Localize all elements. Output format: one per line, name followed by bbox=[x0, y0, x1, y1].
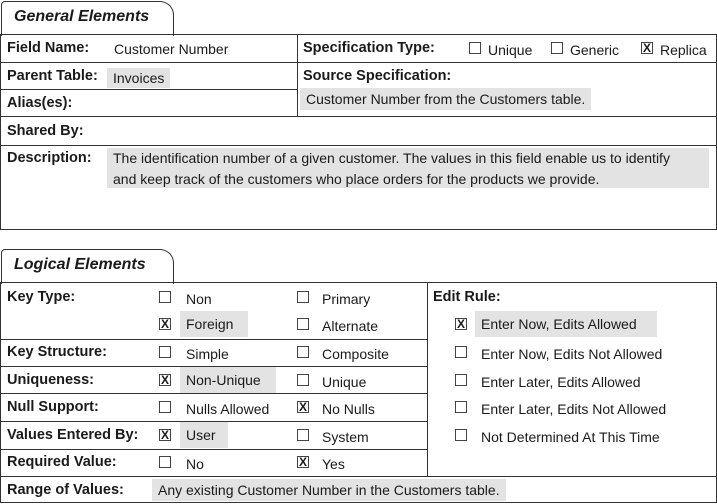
key-type-label: Key Type: bbox=[7, 289, 76, 305]
spec-type-replica-checkbox[interactable]: X bbox=[642, 41, 651, 55]
edit-rule-option-label: Enter Later, Edits Not Allowed bbox=[481, 401, 667, 417]
shared-by-label: Shared By: bbox=[7, 123, 84, 139]
required-value-label: Required Value: bbox=[7, 454, 117, 470]
key-structure-composite-checkbox[interactable] bbox=[297, 346, 309, 358]
divider bbox=[0, 476, 717, 477]
divider bbox=[0, 339, 428, 340]
spec-type-generic-checkbox[interactable] bbox=[551, 42, 563, 54]
divider bbox=[0, 116, 717, 117]
divider bbox=[0, 449, 428, 450]
values-entered-user-checkbox[interactable]: X bbox=[160, 428, 169, 442]
spec-type-generic-label: Generic bbox=[570, 42, 620, 58]
null-support-label: Null Support: bbox=[7, 399, 99, 415]
key-type-alternate-label: Alternate bbox=[322, 318, 379, 334]
key-type-foreign-checkbox[interactable]: X bbox=[160, 317, 169, 331]
logical-elements-title: Logical Elements bbox=[14, 256, 146, 273]
general-elements-tab bbox=[1, 1, 174, 36]
key-type-non-checkbox[interactable] bbox=[159, 291, 171, 303]
range-of-values-value[interactable]: Any existing Customer Number in the Customers table. bbox=[152, 479, 506, 501]
description-label: Description: bbox=[7, 150, 92, 166]
uniqueness-non-unique-checkbox[interactable]: X bbox=[160, 373, 169, 387]
spec-type-label: Specification Type: bbox=[303, 40, 435, 56]
required-value-yes-label: Yes bbox=[322, 456, 345, 472]
null-support-no-nulls-label: No Nulls bbox=[322, 401, 375, 417]
edit-rule-option-label: Enter Later, Edits Allowed bbox=[481, 374, 641, 390]
edit-rule-label: Edit Rule: bbox=[433, 289, 501, 305]
key-structure-label: Key Structure: bbox=[7, 344, 107, 360]
source-spec-value[interactable]: Customer Number from the Customers table. bbox=[300, 88, 591, 110]
required-value-no-label: No bbox=[186, 456, 204, 472]
spec-type-replica-label: Replica bbox=[660, 42, 707, 58]
divider bbox=[0, 393, 428, 394]
key-structure-composite-label: Composite bbox=[322, 346, 389, 362]
general-elements-title: General Elements bbox=[14, 8, 150, 25]
edit-rule-option-label: Enter Now, Edits Not Allowed bbox=[481, 346, 663, 362]
key-type-non-label: Non bbox=[186, 291, 212, 307]
edit-rule-option-checkbox[interactable] bbox=[455, 374, 467, 386]
uniqueness-unique-checkbox[interactable] bbox=[297, 374, 309, 386]
uniqueness-unique-label: Unique bbox=[322, 374, 367, 390]
spec-type-unique-checkbox[interactable] bbox=[469, 42, 481, 54]
required-value-yes-checkbox[interactable]: X bbox=[298, 455, 307, 469]
parent-table-value[interactable]: Invoices bbox=[107, 68, 170, 88]
logical-elements-tab bbox=[1, 249, 174, 284]
source-spec-label: Source Specification: bbox=[303, 68, 452, 84]
general-elements-panel bbox=[0, 34, 717, 230]
edit-rule-option-label: Not Determined At This Time bbox=[481, 429, 660, 445]
null-support-nulls-allowed-checkbox[interactable] bbox=[159, 401, 171, 413]
edit-rule-option-checkbox[interactable] bbox=[455, 346, 467, 358]
required-value-no-checkbox[interactable] bbox=[159, 456, 171, 468]
description-value[interactable] bbox=[107, 148, 709, 188]
values-entered-label: Values Entered By: bbox=[7, 427, 139, 443]
key-type-primary-checkbox[interactable] bbox=[297, 291, 309, 303]
key-type-alternate-checkbox[interactable] bbox=[297, 318, 309, 330]
key-type-foreign-label: Foreign bbox=[180, 311, 248, 337]
parent-table-label: Parent Table: bbox=[7, 68, 98, 84]
divider bbox=[0, 89, 298, 90]
uniqueness-label: Uniqueness: bbox=[7, 372, 95, 388]
divider bbox=[427, 282, 428, 476]
description-line-2: and keep track of the customers who place orders for the products we provide. bbox=[113, 171, 600, 187]
null-support-nulls-allowed-label: Nulls Allowed bbox=[186, 401, 270, 417]
divider bbox=[0, 145, 717, 146]
edit-rule-option-label: Enter Now, Edits Allowed bbox=[475, 311, 657, 337]
edit-rule-option-checkbox[interactable] bbox=[455, 429, 467, 441]
edit-rule-option-checkbox[interactable]: X bbox=[456, 317, 465, 331]
description-line-1: The identification number of a given customer. The values in this field enable us to identify bbox=[113, 150, 670, 166]
null-support-no-nulls-checkbox[interactable]: X bbox=[298, 400, 307, 414]
aliases-label: Alias(es): bbox=[7, 95, 73, 111]
key-structure-simple-checkbox[interactable] bbox=[159, 346, 171, 358]
range-of-values-label: Range of Values: bbox=[7, 482, 124, 498]
values-entered-system-checkbox[interactable] bbox=[297, 429, 309, 441]
values-entered-user-label: User bbox=[180, 422, 228, 448]
key-structure-simple-label: Simple bbox=[186, 346, 229, 362]
field-name-value[interactable]: Customer Number bbox=[114, 41, 229, 57]
divider bbox=[0, 62, 717, 63]
edit-rule-option-checkbox[interactable] bbox=[455, 401, 467, 413]
key-type-primary-label: Primary bbox=[322, 291, 371, 307]
uniqueness-non-unique-label: Non-Unique bbox=[180, 367, 276, 393]
values-entered-system-label: System bbox=[322, 429, 369, 445]
field-name-label: Field Name: bbox=[7, 40, 90, 56]
divider bbox=[297, 34, 298, 117]
spec-type-unique-label: Unique bbox=[488, 42, 533, 58]
